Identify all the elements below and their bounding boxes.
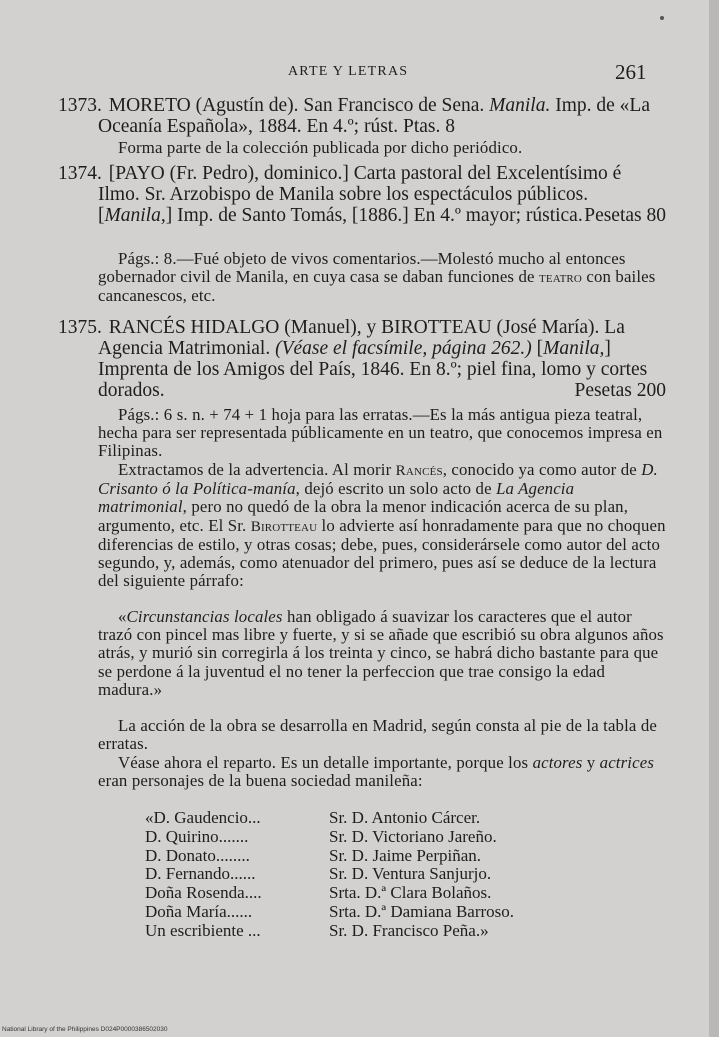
entry-1374 <box>58 163 666 226</box>
p5-italic: actores <box>532 753 583 772</box>
cast-character: Un escribiente ... <box>145 921 261 940</box>
entry-1375-p5 <box>98 754 666 790</box>
entry-text: [PAYO (Fr. Pedro), dominico.] Carta pastoral del Excelentísimo é Ilmo. Sr. Arzobispo de Manila sobre los espectáculos públicos. [ <box>98 163 622 226</box>
running-title: ARTE Y LETRAS <box>288 64 409 79</box>
p2-text: , conocido ya como autor de <box>442 460 637 479</box>
p3-italic: Circunstancias locales <box>126 607 283 626</box>
entry-1375 <box>58 317 666 401</box>
p5-text: eran personajes de la buena sociedad manileña: <box>98 771 423 791</box>
cast-actor: Sr. D. Victoriano Jareño. <box>329 826 497 846</box>
p2-text: Extractamos de la advertencia. Al morir <box>118 460 392 479</box>
cast-character: D. Donato........ <box>145 846 250 865</box>
cast-character: Doña María...... <box>145 902 253 921</box>
cast-actor: Sr. D. Ventura Sanjurjo. <box>329 864 492 884</box>
cast-actor: Srta. D.ª Damiana Barroso. <box>329 901 515 921</box>
cast-row <box>145 809 514 828</box>
scan-credit: National Library of the Philippines D024P0000386502030 <box>2 1026 168 1033</box>
entry-imprint: ] Imp. de Santo Tomás, [1886.] En 4.º mayor; rústica. <box>165 205 583 226</box>
entry-1373 <box>58 95 666 137</box>
cast-character: D. Quirino....... <box>145 827 249 846</box>
cast-actor: Sr. D. Francisco Peña.» <box>329 920 489 940</box>
entry-number: 1373. <box>58 95 102 116</box>
entry-1374-note <box>98 250 666 306</box>
entry-place: Manila, <box>104 205 166 226</box>
entry-price: Pesetas 80 <box>584 205 666 226</box>
entry-1375-p2 <box>98 461 666 590</box>
entry-1375-p1: Págs.: 6 s. n. + 74 + 1 hoja para las erratas.—Es la más antigua pieza teatral, hecha para ser representada públicamente en un teatro, que conocemos impresa en Filipinas. <box>98 405 663 461</box>
entry-place: Manila. <box>489 95 551 116</box>
p3-quote: « <box>118 607 127 626</box>
entry-imprint: Imp. de «La Oceanía Española», 1884. En 4.º; rúst. Ptas. 8 <box>98 95 650 137</box>
p2-name: Birotteau <box>250 518 318 535</box>
p2-text: lo advierte así honradamente para que no choquen diferencias de estilo, y otras cosas; debe, pues, considerársele como autor del acto segundo, y, además, como atenuador del primero, pues así se deduce de la lectura del siguiente párrafo: <box>98 515 666 591</box>
cast-row <box>145 865 514 884</box>
cast-list <box>145 809 514 941</box>
p5-italic: actrices <box>599 753 654 772</box>
p2-title: D. Crisanto ó la Política-manía <box>98 460 658 499</box>
entry-number: 1374. <box>58 163 102 184</box>
note-text: Págs.: 8.—Fué objeto de vivos comentarios.—Molestó mucho al entonces gobernador civil de Manila, en cuya casa se daban funciones de <box>98 249 626 287</box>
cast-actor: Sr. D. Antonio Cárcer. <box>329 808 481 827</box>
page-header <box>0 60 719 84</box>
entry-imprint: ] Imprenta de los Amigos del País, 1846. En 8.º; piel fina, lomo y cortes dorados. <box>98 338 648 401</box>
cast-character: D. Fernando...... <box>145 865 256 884</box>
entry-1375-p3 <box>98 608 666 699</box>
cast-row <box>145 884 514 903</box>
p5-text: Véase ahora el reparto. Es un detalle importante, porque los <box>118 753 529 772</box>
cast-character: Doña Rosenda.... <box>145 884 262 903</box>
cast-row <box>145 847 514 866</box>
entry-text: RANCÉS HIDALGO (Manuel), y BIROTTEAU (José María). La Agencia Matrimonial. <box>98 317 625 359</box>
p5-text: y <box>586 753 596 772</box>
cast-row <box>145 903 514 922</box>
entry-facsimile-ref: (Véase el facsímile, página 262.) <box>275 338 532 359</box>
page-number: 261 <box>615 60 647 84</box>
entry-price: Pesetas 200 <box>574 380 666 401</box>
p2-name: Rancés <box>395 463 443 479</box>
cast-actor: Sr. D. Jaime Perpiñan. <box>329 845 482 865</box>
p2-text: , pero no quedó de la obra la menor indicación acerca de su plan, argumento, etc. El Sr. <box>98 497 629 535</box>
entry-place: Manila, <box>543 338 605 359</box>
cast-character: «D. Gaudencio... <box>145 809 261 827</box>
scan-speck <box>660 16 664 20</box>
cast-row <box>145 922 514 941</box>
note-text: con bailes cancanescos, etc. <box>98 267 656 306</box>
page-edge-shadow <box>709 0 719 1037</box>
entry-1373-note: Forma parte de la colección publicada por dicho periódico. <box>118 138 523 157</box>
p2-title: La Agencia matrimonial <box>98 479 575 517</box>
cast-actor: Srta. D.ª Clara Bolaños. <box>329 883 492 903</box>
p3-text: han obligado á suavizar los caracteres que el autor trazó con pincel mas libre y fuerte, y si se añade que escribió su obra algunos años atrás, y murió sin corregirla á los treinta y cinco, se habrá dicho bastante para que se perdone á la juventud el no tener la perfeccion que trae consigo la edad madura.» <box>98 607 664 699</box>
entry-number: 1375. <box>58 317 102 338</box>
entry-1375-p4: La acción de la obra se desarrolla en Madrid, según consta al pie de la tabla de erratas. <box>98 716 657 754</box>
note-smallcaps: teatro <box>538 270 583 287</box>
p2-text: , dejó escrito un solo acto de <box>295 479 492 499</box>
cast-row <box>145 828 514 847</box>
entry-bracket: [ <box>536 338 544 359</box>
entry-text: MORETO (Agustín de). San Francisco de Sena. <box>108 95 485 116</box>
